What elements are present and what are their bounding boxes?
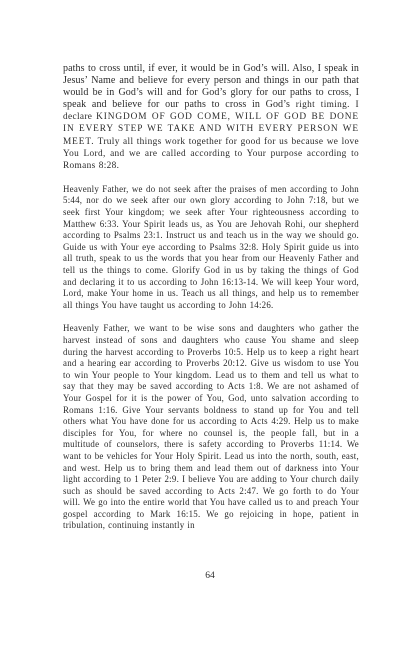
- paragraph-text: Truly all things work together for good for us because we love You Lord, and we are called according to Your purpose according to Romans 8:28.: [63, 136, 359, 171]
- declaration-uppercase-text: KINGDOM OF GOD COME, WILL OF GOD BE DONE IN EVERY STEP WE TAKE AND WITH EVERY PERSON WE MEET.: [63, 112, 359, 147]
- paragraph-text: right timing. I declare: [63, 100, 359, 123]
- paragraph-continuation: [63, 63, 359, 172]
- page-body: [63, 63, 359, 544]
- paragraph-heavenly-father-praises: Heavenly Father, we do not seek after the praises of men according to John 5:44, nor do we seek after our own glory according to John 7:18, but we seek first Your kingdom; we seek after Your righteousness according to Matthew 6:33. Your Spirit leads us, as You are Jehovah Rohi, our shepherd according to Psalms 23:1. Instruct us and teach us in the way we should go. Guide us with Your eye according to Psalms 32:8. Holy Spirit guide us into all truth, speak to us the words that you hear from our Heavenly Father and tell us the things to come. Glorify God in us by taking the things of God and declaring it to us according to John 16:13-14. We will keep Your word, Lord, make Your home in us. Teach us all things, and help us to remember all things You have taught us according to John 14:26.: [63, 183, 359, 310]
- paragraph-lead-text: paths to cross until, if ever, it would be in God’s will. Also, I speak in Jesus’ Name and believe for every person and things in our path that would be in God’s will and for God’s glory for our paths to cross, I speak and believe for our paths to cross in God’s: [63, 63, 359, 111]
- page-number: 64: [205, 571, 215, 581]
- paragraph-heavenly-father-harvest: Heavenly Father, we want to be wise sons and daughters who gather the harvest instead of sons and daughters who cause You shame and sleep during the harvest according to Proverbs 10:5. Help us to keep a right heart and a hearing ear according to Proverbs 20:12. Give us wisdom to use You to win Your people to Your kingdom. Lead us to them and tell us what to say that they may be saved according to Acts 1:8. We are not ashamed of Your Gospel for it is the power of You, God, unto salvation according to Romans 1:16. Give Your servants boldness to stand up for You and tell others what You have done for us according to Acts 4:29. Help us to make disciples for You, for where no counsel is, the people fall, but in a multitude of counselors, there is safety according to Proverbs 11:14. We want to be vehicles for Your Holy Spirit. Lead us into the north, south, east, and west. Help us to bring them and lead them out of darkness into Your light according to 1 Peter 2:9. I believe You are adding to Your church daily such as should be saved according to Acts 2:47. We go forth to do Your will. We go into the entire world that You have called us to and preach Your gospel according to Mark 16:15. We go rejoicing in hope, patient in tribulation, continuing instantly in: [63, 323, 359, 531]
